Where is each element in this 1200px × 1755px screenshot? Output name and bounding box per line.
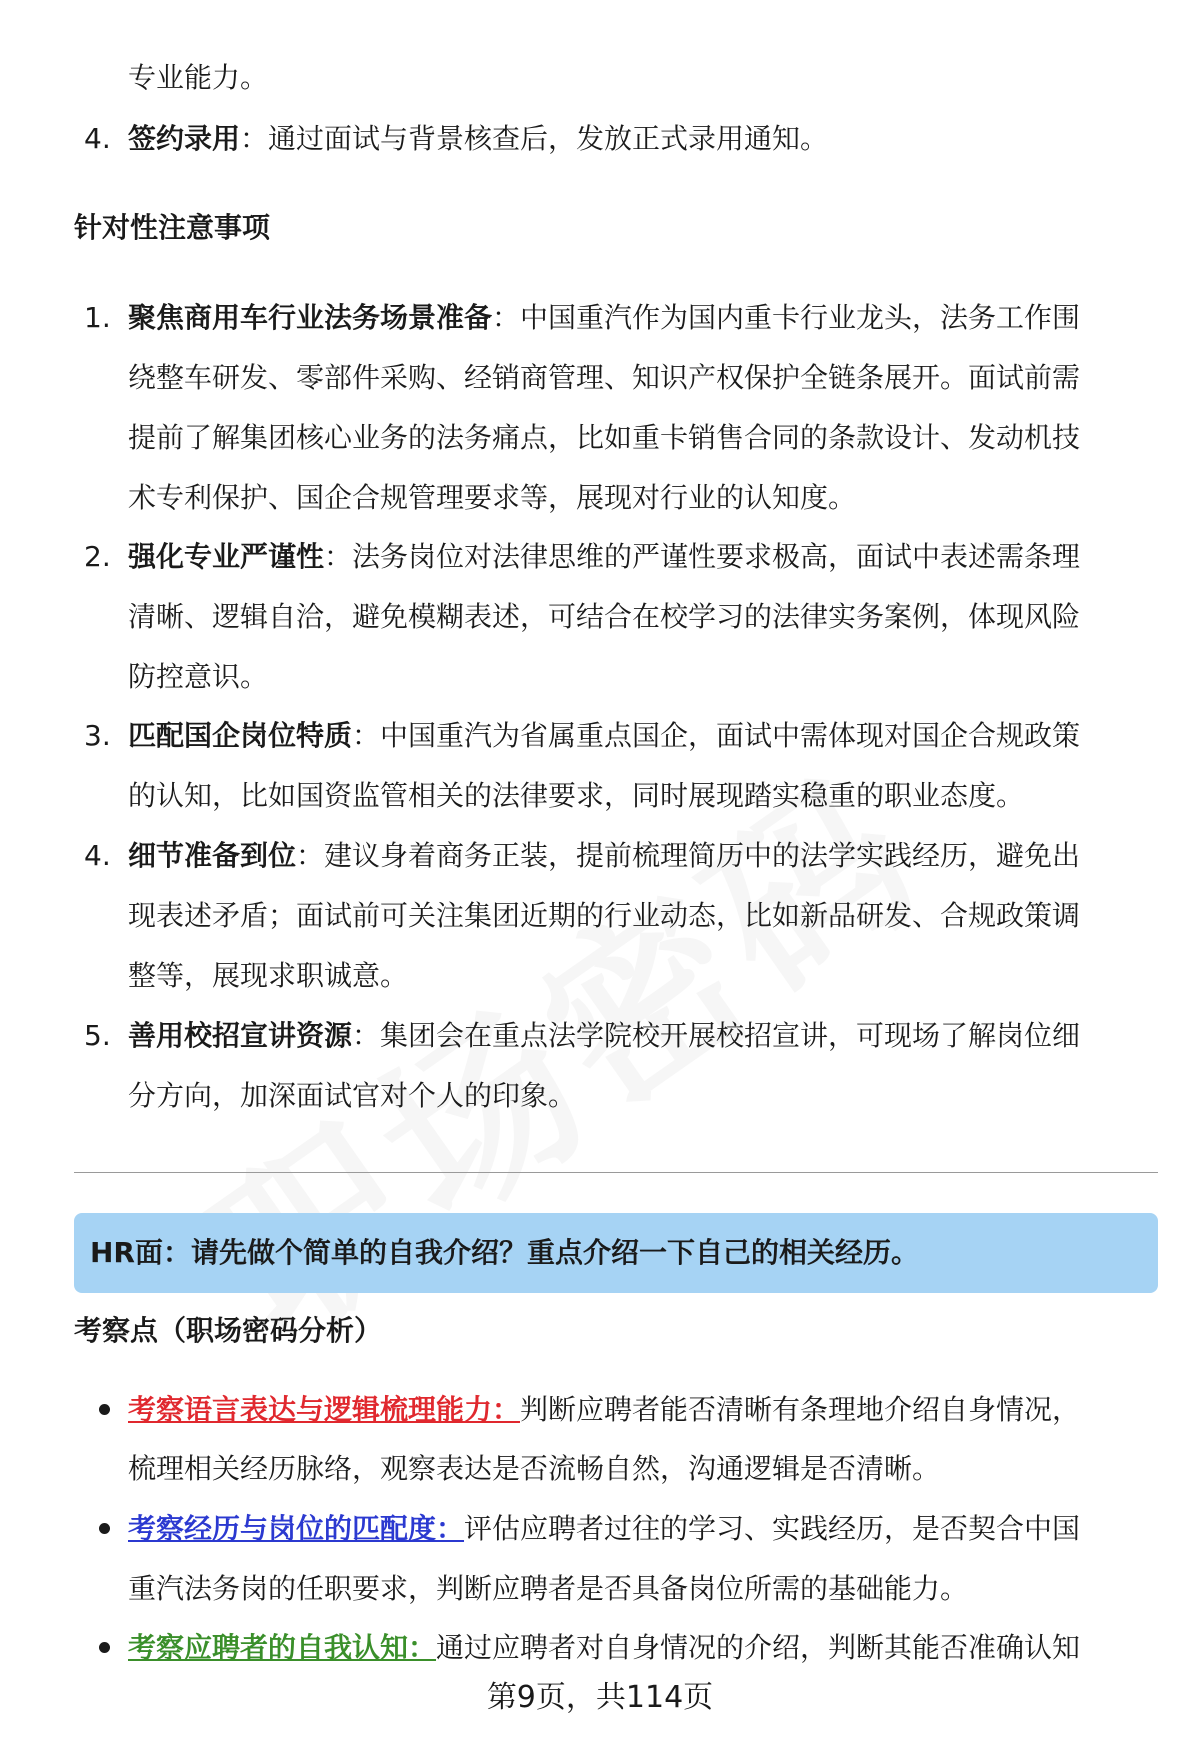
list-item bbox=[128, 838, 1080, 874]
list-item bbox=[128, 1018, 1080, 1054]
item-text-line: 分方向，加深面试官对个人的印象。 bbox=[128, 1079, 577, 1112]
list-item bbox=[128, 539, 1080, 575]
list-item bbox=[128, 300, 1080, 336]
analysis-point bbox=[128, 1392, 1080, 1428]
item-text: ：通过面试与背景核查后，发放正式录用通知。 bbox=[240, 122, 829, 155]
point-keyword: 考察应聘者的自我认知： bbox=[128, 1631, 437, 1664]
item-title: 强化专业严谨性 bbox=[128, 540, 325, 573]
item-text-line: 清晰、逻辑自洽，避免模糊表述，可结合在校学习的法律实务案例，体现风险 bbox=[128, 600, 1081, 633]
analysis-heading: 考察点（职场密码分析） bbox=[74, 1314, 383, 1347]
list-number: 5. bbox=[84, 1019, 111, 1052]
point-text: 评估应聘者过往的学习、实践经历，是否契合中国 bbox=[464, 1512, 1081, 1545]
list-item bbox=[128, 718, 1080, 754]
item-text-line: 提前了解集团核心业务的法务痛点，比如重卡销售合同的条款设计、发动机技 bbox=[128, 421, 1081, 454]
item-title: 匹配国企岗位特质 bbox=[128, 719, 353, 752]
item-title: 善用校招宣讲资源 bbox=[128, 1019, 353, 1052]
point-text-line: 梳理相关经历脉络，观察表达是否流畅自然，沟通逻辑是否清晰。 bbox=[128, 1452, 941, 1485]
bullet-icon bbox=[99, 1642, 110, 1653]
bullet-icon bbox=[99, 1404, 110, 1415]
item-text: ：建议身着商务正装，提前梳理简历中的法学实践经历，避免出 bbox=[296, 839, 1081, 872]
point-text: 判断应聘者能否清晰有条理地介绍自身情况， bbox=[520, 1393, 1081, 1426]
item-text-line: 防控意识。 bbox=[128, 660, 269, 693]
point-keyword: 考察语言表达与逻辑梳理能力： bbox=[128, 1393, 521, 1426]
point-text-line: 重汽法务岗的任职要求，判断应聘者是否具备岗位所需的基础能力。 bbox=[128, 1572, 969, 1605]
item-title: 聚焦商用车行业法务场景准备 bbox=[128, 301, 493, 334]
point-keyword: 考察经历与岗位的匹配度： bbox=[128, 1512, 465, 1545]
item-text-line: 整等，展现求职诚意。 bbox=[128, 959, 409, 992]
continued-text: 专业能力。 bbox=[128, 61, 269, 94]
point-text: 通过应聘者对自身情况的介绍，判断其能否准确认知 bbox=[436, 1631, 1081, 1664]
item-text-line: 的认知，比如国资监管相关的法律要求，同时展现踏实稳重的职业态度。 bbox=[128, 779, 1025, 812]
item-title: 签约录用 bbox=[128, 122, 241, 155]
item-text: ：集团会在重点法学院校开展校招宣讲，可现场了解岗位细 bbox=[352, 1019, 1081, 1052]
list-number: 2. bbox=[84, 540, 111, 573]
divider bbox=[74, 1172, 1158, 1173]
item-text: ：中国重汽为省属重点国企，面试中需体现对国企合规政策 bbox=[352, 719, 1081, 752]
item-text-line: 术专利保护、国企合规管理要求等，展现对行业的认知度。 bbox=[128, 481, 857, 514]
list-number: 4. bbox=[84, 839, 111, 872]
list-number: 1. bbox=[84, 301, 111, 334]
page-footer: 第9页，共114页 bbox=[486, 1680, 714, 1715]
section-heading: 针对性注意事项 bbox=[74, 211, 271, 244]
question-box bbox=[74, 1213, 1158, 1293]
item-text: ：中国重汽作为国内重卡行业龙头，法务工作围 bbox=[492, 301, 1081, 334]
bullet-icon bbox=[99, 1523, 110, 1534]
list-item bbox=[128, 121, 828, 157]
question-text: HR面：请先做个简单的自我介绍？重点介绍一下自己的相关经历。 bbox=[90, 1236, 919, 1269]
item-title: 细节准备到位 bbox=[128, 839, 297, 872]
list-number: 3. bbox=[84, 719, 111, 752]
item-text-line: 现表述矛盾；面试前可关注集团近期的行业动态，比如新品研发、合规政策调 bbox=[128, 899, 1081, 932]
item-text-line: 绕整车研发、零部件采购、经销商管理、知识产权保护全链条展开。面试前需 bbox=[128, 361, 1081, 394]
item-text: ：法务岗位对法律思维的严谨性要求极高，面试中表述需条理 bbox=[324, 540, 1081, 573]
analysis-point bbox=[128, 1630, 1080, 1666]
analysis-point bbox=[128, 1511, 1080, 1547]
list-number: 4. bbox=[84, 122, 111, 155]
